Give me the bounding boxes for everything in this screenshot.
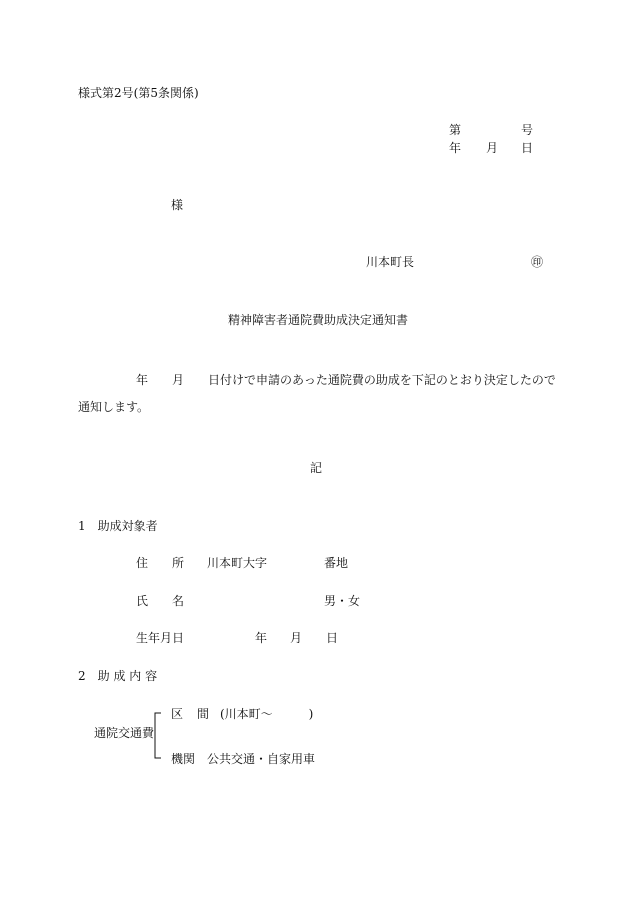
gender-options: 男・女 bbox=[324, 594, 361, 608]
sender-title: 川本町長 bbox=[366, 255, 415, 269]
means-value: 公共交通・自家用車 bbox=[207, 752, 316, 766]
address-label-1: 住 bbox=[136, 556, 149, 570]
dob-day: 日 bbox=[326, 631, 339, 645]
date-day: 日 bbox=[521, 141, 534, 155]
grouping-bracket bbox=[154, 712, 162, 759]
date-month: 月 bbox=[486, 141, 499, 155]
body-year: 年 bbox=[136, 373, 149, 387]
dob-year: 年 bbox=[255, 631, 268, 645]
transport-group-label: 通院交通費 bbox=[94, 726, 155, 740]
section1-heading: 1 助成対象者 bbox=[78, 519, 158, 533]
interval-label-1: 区 bbox=[171, 707, 184, 721]
means-label: 機関 bbox=[171, 752, 196, 766]
body-month: 月 bbox=[172, 373, 185, 387]
body-text-line2: 通知します。 bbox=[78, 400, 150, 414]
number-prefix: 第 bbox=[449, 123, 462, 137]
form-label: 様式第2号(第5条関係) bbox=[78, 86, 199, 100]
address-label-2: 所 bbox=[172, 556, 185, 570]
interval-label-2: 間 bbox=[197, 707, 210, 721]
address-value: 川本町大字 bbox=[207, 556, 268, 570]
address-suffix: 番地 bbox=[324, 556, 349, 570]
dob-month: 月 bbox=[290, 631, 303, 645]
section2-heading: 2 助 成 内 容 bbox=[78, 669, 158, 683]
ki-heading: 記 bbox=[310, 461, 323, 475]
interval-value: (川本町〜 ) bbox=[220, 707, 314, 721]
date-year: 年 bbox=[449, 141, 462, 155]
body-text-line1: 日付けで申請のあった通院費の助成を下記のとおり決定したので bbox=[208, 373, 556, 387]
addressee-suffix: 様 bbox=[171, 198, 184, 212]
seal-mark: ㊞ bbox=[531, 255, 544, 269]
document-title: 精神障害者通院費助成決定通知書 bbox=[228, 313, 409, 327]
name-label-2: 名 bbox=[172, 594, 185, 608]
number-suffix: 号 bbox=[521, 123, 534, 137]
dob-label: 生年月日 bbox=[136, 631, 185, 645]
name-label-1: 氏 bbox=[136, 594, 149, 608]
